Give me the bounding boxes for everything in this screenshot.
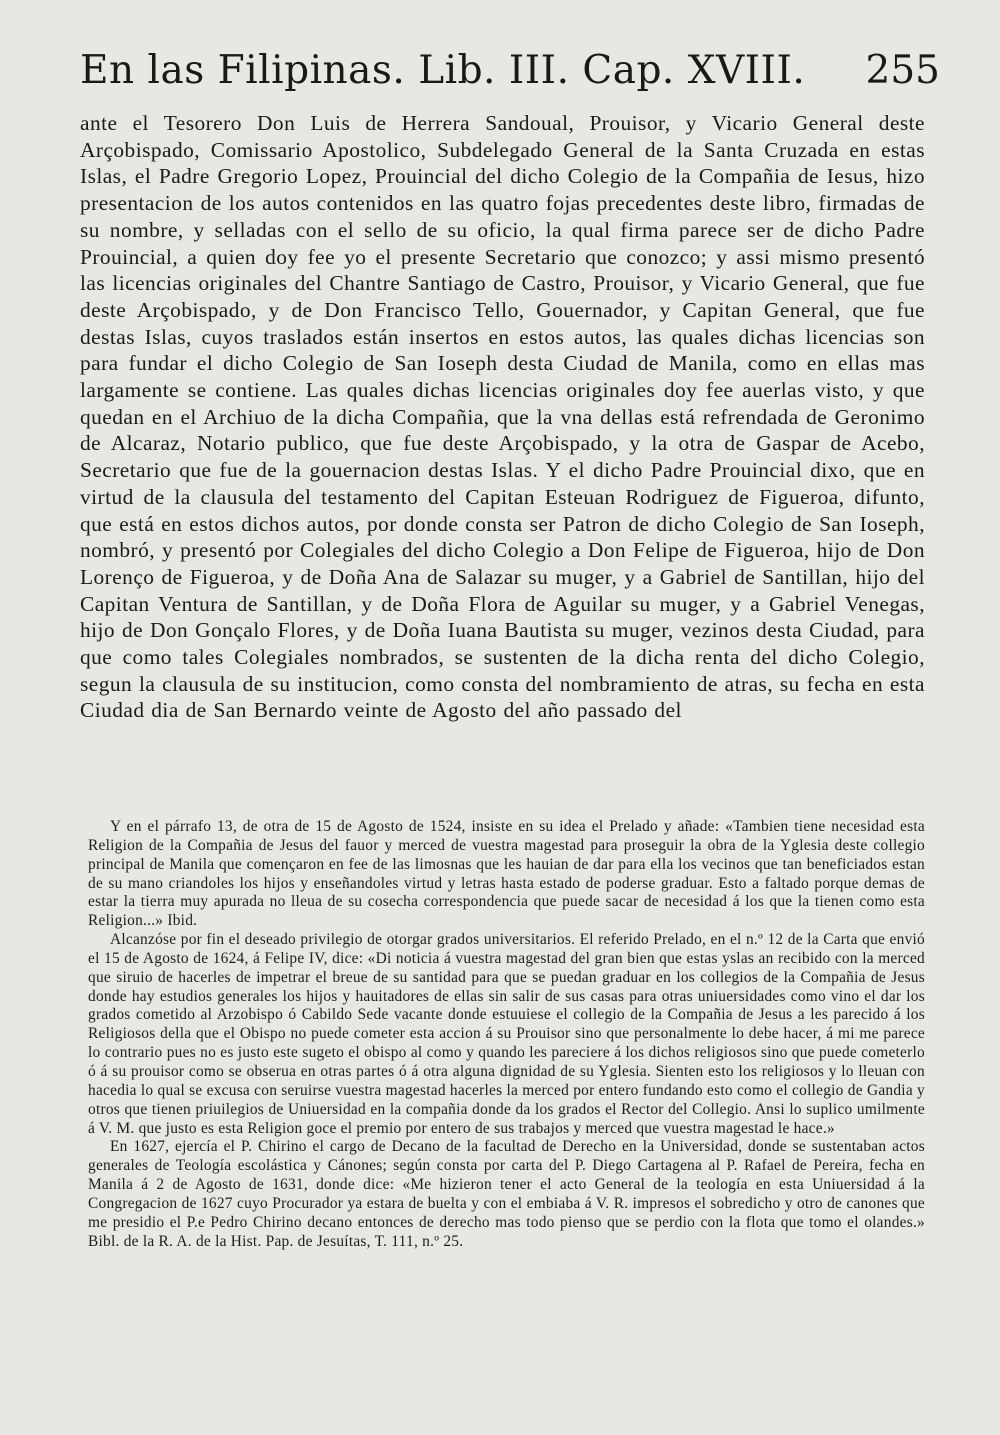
footnotes	[88, 818, 925, 1251]
footnote-paragraph: Y en el párrafo 13, de otra de 15 de Agosto de 1524, insiste en su idea el Prelado y añade: «Tambien tiene necesidad esta Religion de la Compañia de Jesus del fauor y merced de vuestra magestad para proseguir la obra de la Yglesia deste collegio principal de Manila que començaron en fee de las limosnas que les hauian de dar para ella los vecinos que tan beneficiados estan de su mano criandoles los hijos y enseñandoles virtud y letras hasta estado de poderse graduar. Esto a faltado porque demas de estar la tierra muy apurada no lleua de su cosecha correspondencia que puede sacar de necesidad á los que la tienen como esta Religion...» Ibid.	[88, 818, 925, 930]
page-header	[80, 48, 940, 108]
footnote-paragraph: Alcanzóse por fin el deseado privilegio de otorgar grados universitarios. El referido Prelado, en el n.º 12 de la Carta que envió el 15 de Agosto de 1624, á Felipe IV, dice: «Di noticia á vuestra magestad del gran bien que estas yslas an recibido con la merced que siruio de hacerles de impetrar el breue de su santidad para que se puedan graduar en los collegios de la Compañia de Jesus donde hay estudios generales los hijos y hauitadores de ellas sin salir de sus casas para otras uniuersidades como vino el dar los grados cometido al Arzobispo ó Cabildo Sede vacante donde estuuiese el collegio de la Compañia de Jesus a les parecido á los Religiosos della que el Obispo no puede cometer esta accion á su Prouisor sino que personalmente lo debe hacer, á mi me parece lo contrario pues no es justo este sugeto el obispo al como y quando les pareciere á los dichos religiosos sino que puede cometerlo ó á su prouisor como se obserua en otras partes ó á otra alguna dignidad de su Yglesia. Sienten esto los religiosos y lo lleuan con hacedia lo qual se excusa con seruirse vuestra magestad hacerles la merced por entero fundando esto como el collegio de Gandia y otros que tienen priuilegios de Uniuersidad en la compañia donde da los grados el Rector del Collegio. Ansi lo suplico umilmente á V. M. que justo es esta Religion goce el premio por entero de sus trabajos y merced que vuestra magestad le hace.»	[88, 931, 925, 1137]
page-number: 255	[865, 48, 940, 93]
footnote-paragraph: En 1627, ejercía el P. Chirino el cargo de Decano de la facultad de Derecho en la Universidad, donde se sustentaban actos generales de Teología escolástica y Cánones; según consta por carta del P. Diego Cartagena al P. Rafael de Pereira, fecha en Manila á 2 de Agosto de 1631, donde dice: «Me hizieron tener el acto General de la teología en esta Uniuersidad á la Congregacion de 1627 cuyo Procurador ya estara de buelta y con el embiaba á V. R. impresos el sobredicho y otro de canones que me presidio el P.e Pedro Chirino decano entonces de derecho mas todo pienso que se perdio con la flota que tomo el olandes.» Bibl. de la R. A. de la Hist. Pap. de Jesuítas, T. 111, n.º 25.	[88, 1138, 925, 1250]
running-title: En las Filipinas. Lib. III. Cap. XVIII.	[80, 48, 806, 93]
main-text: ante el Tesorero Don Luis de Herrera Sandoual, Prouisor, y Vicario General deste Arçobispado, Comissario Apostolico, Subdelegado General de la Santa Cruzada en estas Islas, el Padre Gregorio Lopez, Prouincial del dicho Colegio de la Compañia de Iesus, hizo presentacion de los autos contenidos en las quatro fojas precedentes deste libro, firmadas de su nombre, y selladas con el sello de su oficio, la qual firma parece ser de dicho Padre Prouincial, a quien doy fee yo el presente Secretario que conozco; y assi mismo presentó las licencias originales del Chantre Santiago de Castro, Prouisor, y Vicario General, que fue deste Arçobispado, y de Don Francisco Tello, Gouernador, y Capitan General, que fue destas Islas, cuyos traslados están insertos en estos autos, las quales dichas licencias son para fundar el dicho Colegio de San Ioseph desta Ciudad de Manila, como en ellas mas largamente se contiene. Las quales dichas licencias originales doy fee auerlas visto, y que quedan en el Archiuo de la dicha Compañia, que la vna dellas está refrendada de Geronimo de Alcaraz, Notario publico, que fue deste Arçobispado, y la otra de Gaspar de Acebo, Secretario que fue de la gouernacion destas Islas. Y el dicho Padre Prouincial dixo, que en virtud de la clausula del testamento del Capitan Esteuan Rodriguez de Figueroa, difunto, que está en estos dichos autos, por donde consta ser Patron de dicho Colegio de San Ioseph, nombró, y presentó por Colegiales del dicho Colegio a Don Felipe de Figueroa, hijo de Don Lorenço de Figueroa, y de Doña Ana de Salazar su muger, y a Gabriel de Santillan, hijo del Capitan Ventura de Santillan, y de Doña Flora de Aguilar su muger, y a Gabriel Venegas, hijo de Don Gonçalo Flores, y de Doña Iuana Bautista su muger, vezinos desta Ciudad, para que como tales Colegiales nombrados, se sustenten de la dicha renta del dicho Colegio, segun la clausula de su institucion, como consta del nombramiento de atras, su fecha en esta Ciudad dia de San Bernardo veinte de Agosto del año passado del	[80, 111, 925, 723]
